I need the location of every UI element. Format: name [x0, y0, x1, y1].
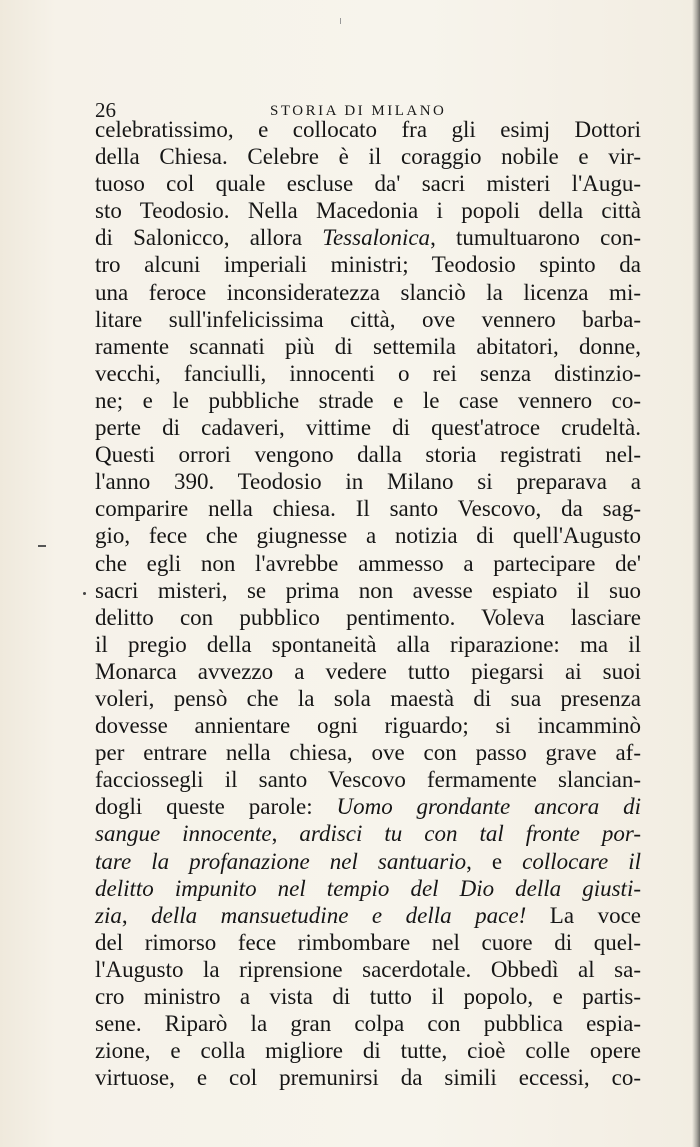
text-line: [95, 766, 641, 793]
text-line: [95, 495, 641, 522]
text-line: [95, 333, 641, 360]
text-segment: ,: [271, 821, 300, 847]
text-line: [95, 143, 641, 170]
text-segment: , e: [466, 848, 523, 874]
text-segment: gio, fece che giugnesse a notizia di quell'Augusto: [95, 523, 641, 549]
text-line: [95, 820, 641, 847]
text-segment: tuoso col quale escluse da' sacri misteri l'Augu-: [95, 171, 641, 197]
text-segment: vecchi, fanciulli, innocenti o rei senza distinzio-: [95, 360, 641, 386]
text-segment: tro alcuni imperiali ministri; Teodosio spinto da: [95, 252, 641, 278]
text-line: [95, 251, 641, 278]
text-segment: dovesse annientare ogni riguardo; si incamminò: [95, 713, 641, 739]
text-segment: del rimorso fece rimbombare nel cuore di quel-: [95, 929, 641, 955]
italic-segment: della mansuetudine e della pace!: [151, 902, 527, 928]
text-line: [95, 279, 641, 306]
text-line: [95, 1037, 641, 1064]
text-segment: il pregio della spontaneità alla riparazione: ma il: [95, 631, 641, 657]
text-segment: sene. Riparò la gran colpa con pubblica espia-: [95, 1011, 641, 1037]
text-segment: perte di cadaveri, vittime di quest'atroce crudeltà.: [95, 415, 641, 441]
text-segment: delitto con pubblico pentimento. Voleva lasciare: [95, 604, 641, 630]
text-segment: della Chiesa. Celebre è il coraggio nobile e vir-: [95, 144, 641, 170]
body-text: [95, 116, 641, 1091]
italic-segment: delitto impunito nel tempio del Dio della giusti-: [95, 875, 641, 901]
italic-segment: sangue innocente: [95, 821, 272, 847]
text-segment: ,: [121, 902, 152, 928]
text-segment: dogli queste parole:: [95, 794, 337, 820]
text-segment: ne; e le pubbliche strade e le case vennero co-: [95, 387, 641, 413]
text-line: [95, 658, 641, 685]
text-line: [95, 1010, 641, 1037]
text-line: [95, 929, 641, 956]
top-mark: [340, 18, 341, 24]
text-segment: l'Augusto la riprensione sacerdotale. Obbedì al sa-: [95, 956, 641, 982]
text-segment: voleri, pensò che la sola maestà di sua presenza: [95, 685, 641, 711]
text-line: [95, 441, 641, 468]
page-edge-shadow: [692, 0, 700, 1147]
text-line: [95, 983, 641, 1010]
text-segment: che egli non l'avrebbe ammesso a partecipare de': [95, 550, 641, 576]
page-number: 26: [95, 98, 116, 122]
text-segment: Questi orrori vengono dalla storia registrati nel-: [95, 442, 641, 468]
text-segment: facciossegli il santo Vescovo fermamente slancian-: [95, 767, 641, 793]
text-line: [95, 170, 641, 197]
italic-segment: collocare il: [522, 848, 641, 874]
text-line: [95, 224, 641, 251]
text-line: [95, 468, 641, 495]
margin-dash: [38, 545, 46, 547]
text-line: [95, 848, 641, 875]
text-segment: comparire nella chiesa. Il santo Vescovo, da sag-: [95, 496, 641, 522]
text-line: [95, 522, 641, 549]
text-line: [95, 197, 641, 224]
text-line: [95, 712, 641, 739]
text-segment: ramente scannati più di settemila abitatori, donne,: [95, 333, 641, 359]
text-segment: virtuose, e col premunirsi da simili eccessi, co-: [95, 1065, 641, 1091]
text-line: [95, 550, 641, 577]
text-line: [95, 685, 641, 712]
text-line: [95, 360, 641, 387]
italic-segment: ardisci tu con tal fronte por-: [299, 821, 642, 847]
italic-segment: Uomo grondante ancora di: [336, 794, 641, 820]
text-line: [95, 116, 641, 143]
text-segment: per entrare nella chiesa, ove con passo grave af-: [95, 740, 641, 766]
text-segment: celebratissimo, e collocato fra gli esimj Dottori: [95, 117, 641, 142]
italic-segment: zia: [95, 902, 122, 928]
text-segment: La voce: [526, 902, 641, 928]
text-line: [95, 956, 641, 983]
text-segment: sacri misteri, se prima non avesse espiato il suo: [95, 577, 641, 603]
italic-segment: Tessalonica: [322, 225, 431, 251]
text-line: [95, 1064, 641, 1091]
text-line: [95, 387, 641, 414]
margin-dot: [83, 592, 86, 595]
text-segment: l'anno 390. Teodosio in Milano si preparava a: [95, 469, 641, 495]
text-line: [95, 902, 641, 929]
text-segment: sto Teodosio. Nella Macedonia i popoli della città: [95, 198, 641, 224]
text-segment: di Salonicco, allora: [95, 225, 323, 251]
text-segment: cro ministro a vista di tutto il popolo, e partis-: [95, 984, 641, 1009]
text-segment: una feroce inconsideratezza slanciò la licenza mi-: [95, 279, 641, 305]
running-head: STORIA DI MILANO: [270, 103, 447, 119]
text-segment: litare sull'infelicissima città, ove vennero barba-: [95, 306, 641, 332]
italic-segment: tare la profanazione nel santuario: [95, 848, 467, 874]
text-segment: zione, e colla migliore di tutte, cioè colle opere: [95, 1038, 641, 1064]
text-segment: , tumultuarono con-: [430, 225, 641, 251]
text-line: [95, 739, 641, 766]
text-segment: Monarca avvezzo a vedere tutto piegarsi ai suoi: [95, 658, 641, 684]
text-line: [95, 414, 641, 441]
text-line: [95, 604, 641, 631]
text-line: [95, 577, 641, 604]
text-line: [95, 793, 641, 820]
text-line: [95, 875, 641, 902]
text-line: [95, 631, 641, 658]
text-line: [95, 306, 641, 333]
